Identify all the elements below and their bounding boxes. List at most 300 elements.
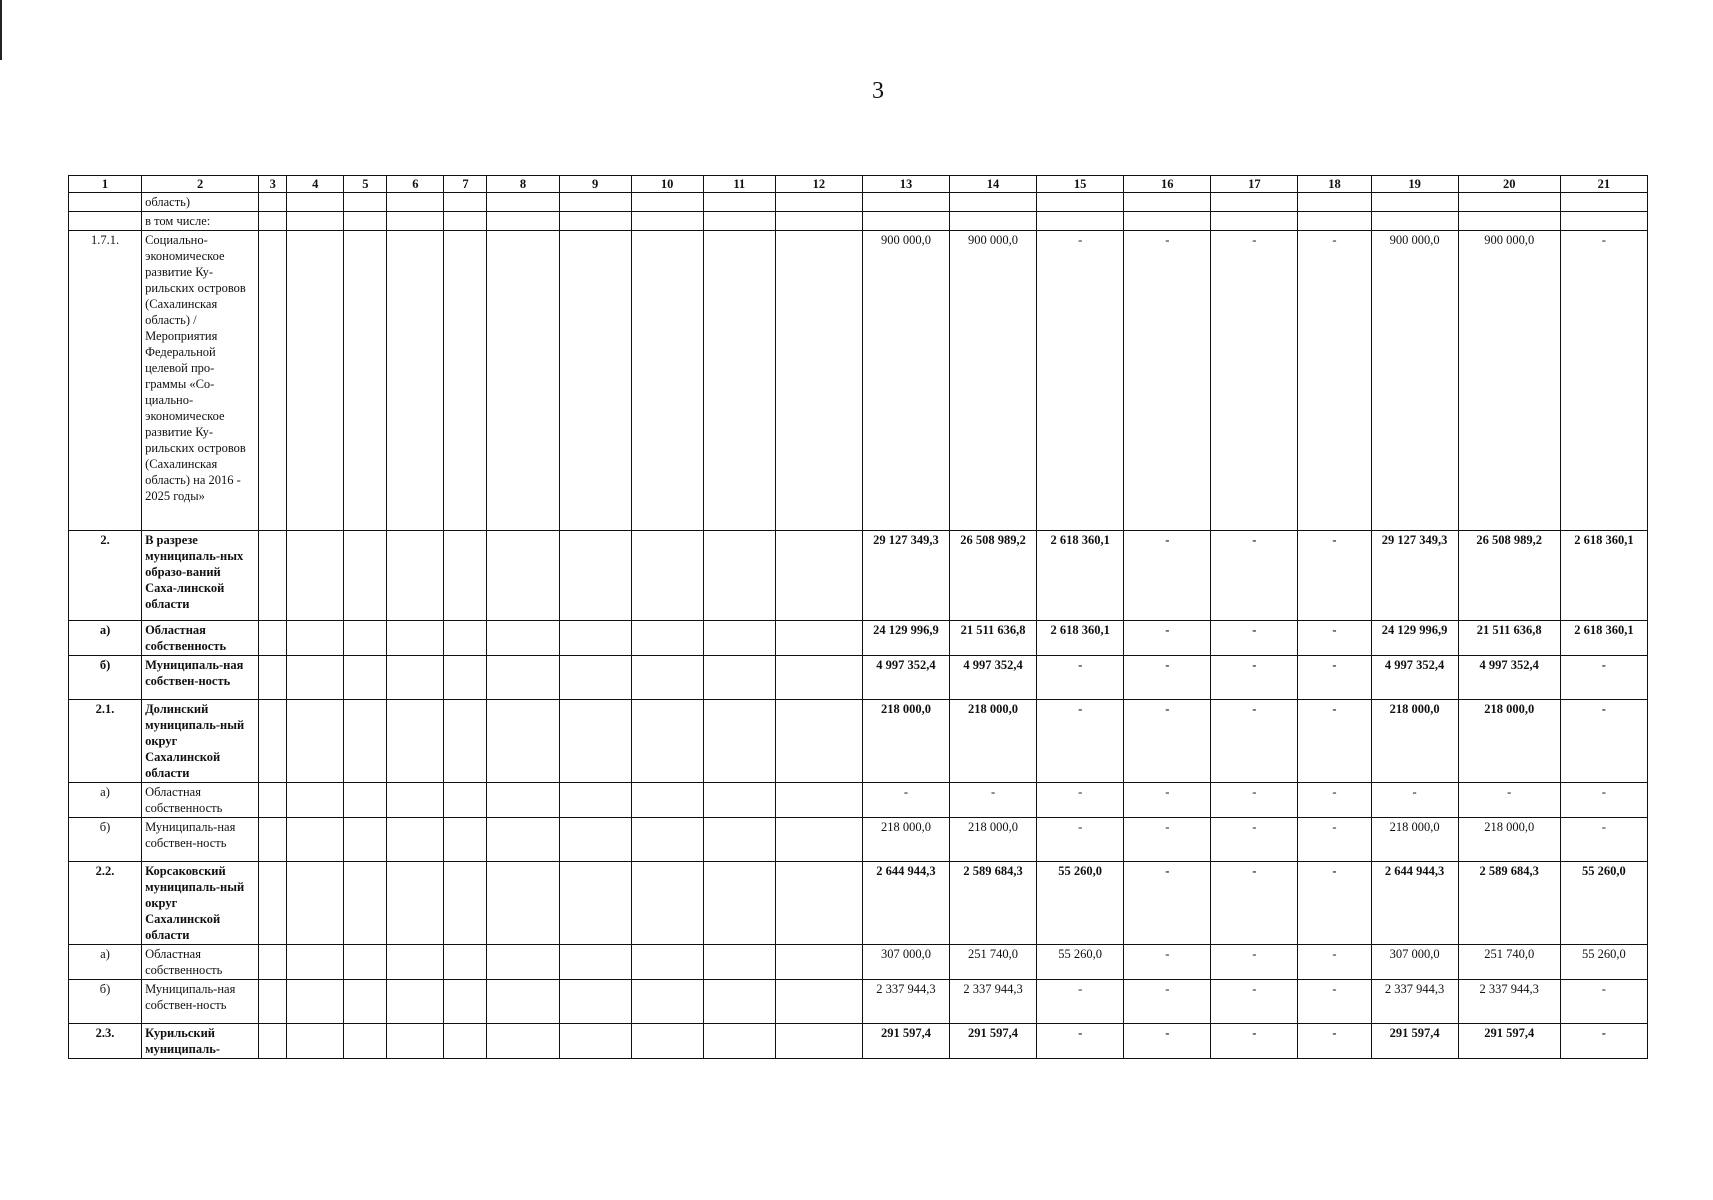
row-name: В разрезе муниципаль-ных образо-ваний Саха-линской области — [142, 531, 259, 621]
empty-cell — [344, 945, 387, 980]
value-cell: 218 000,0 — [950, 818, 1037, 862]
value-cell: - — [1211, 980, 1298, 1024]
value-cell: 291 597,4 — [1371, 1024, 1458, 1059]
empty-cell — [703, 818, 775, 862]
empty-cell — [703, 231, 775, 531]
column-header: 1 — [69, 176, 142, 193]
value-cell: 291 597,4 — [862, 1024, 949, 1059]
row-number: 2.2. — [69, 862, 142, 945]
empty-cell — [259, 193, 287, 212]
value-cell: - — [1298, 783, 1371, 818]
empty-cell — [387, 531, 444, 621]
row-name: Курильский муниципаль- — [142, 1024, 259, 1059]
empty-cell — [259, 862, 287, 945]
table-row — [69, 231, 1648, 531]
value-cell: 900 000,0 — [1371, 231, 1458, 531]
empty-cell — [259, 945, 287, 980]
column-header: 9 — [559, 176, 631, 193]
empty-cell — [559, 980, 631, 1024]
row-number — [69, 212, 142, 231]
empty-cell — [387, 193, 444, 212]
row-number: 2.3. — [69, 1024, 142, 1059]
empty-cell — [287, 193, 344, 212]
column-header: 21 — [1560, 176, 1647, 193]
empty-cell — [703, 783, 775, 818]
row-number: б) — [69, 656, 142, 700]
value-cell: 2 618 360,1 — [1560, 531, 1647, 621]
empty-cell — [387, 862, 444, 945]
empty-cell — [344, 980, 387, 1024]
value-cell — [950, 212, 1037, 231]
empty-cell — [559, 212, 631, 231]
value-cell: - — [1124, 1024, 1211, 1059]
empty-cell — [344, 700, 387, 783]
value-cell: 21 511 636,8 — [950, 621, 1037, 656]
empty-cell — [559, 231, 631, 531]
empty-cell — [631, 231, 703, 531]
empty-cell — [559, 656, 631, 700]
empty-cell — [487, 783, 559, 818]
empty-cell — [444, 212, 487, 231]
table-row — [69, 193, 1648, 212]
value-cell: 2 337 944,3 — [862, 980, 949, 1024]
empty-cell — [344, 783, 387, 818]
empty-cell — [287, 231, 344, 531]
value-cell — [1560, 212, 1647, 231]
empty-cell — [631, 980, 703, 1024]
table-row — [69, 980, 1648, 1024]
row-name: Областная собственность — [142, 621, 259, 656]
value-cell: 2 337 944,3 — [1371, 980, 1458, 1024]
value-cell: - — [1560, 700, 1647, 783]
empty-cell — [344, 231, 387, 531]
empty-cell — [287, 862, 344, 945]
empty-cell — [631, 945, 703, 980]
value-cell: 307 000,0 — [862, 945, 949, 980]
empty-cell — [487, 700, 559, 783]
value-cell — [1458, 212, 1560, 231]
value-cell: - — [1371, 783, 1458, 818]
row-name: Корсаковский муниципаль-ный округ Сахалинской области — [142, 862, 259, 945]
value-cell — [1211, 212, 1298, 231]
empty-cell — [775, 656, 862, 700]
column-header: 18 — [1298, 176, 1371, 193]
empty-cell — [444, 980, 487, 1024]
column-header: 11 — [703, 176, 775, 193]
value-cell: - — [1560, 818, 1647, 862]
empty-cell — [487, 231, 559, 531]
empty-cell — [775, 212, 862, 231]
empty-cell — [387, 1024, 444, 1059]
empty-cell — [387, 231, 444, 531]
row-number: 1.7.1. — [69, 231, 142, 531]
empty-cell — [631, 656, 703, 700]
empty-cell — [387, 783, 444, 818]
value-cell: 2 644 944,3 — [1371, 862, 1458, 945]
row-name: область) — [142, 193, 259, 212]
value-cell: - — [1560, 656, 1647, 700]
value-cell: - — [1560, 980, 1647, 1024]
row-name: Долинский муниципаль-ный округ Сахалинской области — [142, 700, 259, 783]
empty-cell — [487, 193, 559, 212]
value-cell: 2 618 360,1 — [1560, 621, 1647, 656]
empty-cell — [487, 945, 559, 980]
table-row — [69, 621, 1648, 656]
value-cell — [1298, 193, 1371, 212]
row-name: Муниципаль-ная собствен-ность — [142, 980, 259, 1024]
column-header: 8 — [487, 176, 559, 193]
empty-cell — [444, 818, 487, 862]
empty-cell — [287, 783, 344, 818]
empty-cell — [344, 212, 387, 231]
empty-cell — [444, 1024, 487, 1059]
row-number — [69, 193, 142, 212]
empty-cell — [444, 621, 487, 656]
empty-cell — [559, 945, 631, 980]
empty-cell — [703, 862, 775, 945]
page-edge-mark — [0, 0, 2, 60]
value-cell: - — [1037, 700, 1124, 783]
value-cell — [1458, 193, 1560, 212]
value-cell: 2 618 360,1 — [1037, 531, 1124, 621]
row-name: Социально-экономическое развитие Ку-рильских островов (Сахалинская область) / Мероприятия Федеральной целевой про-граммы «Со-циально-экономическое развитие Ку-рильских островов (Сахалинская область) на 2016 - 2025 годы» — [142, 231, 259, 531]
value-cell — [1560, 193, 1647, 212]
table-row — [69, 1024, 1648, 1059]
value-cell: - — [1298, 656, 1371, 700]
empty-cell — [444, 700, 487, 783]
value-cell: 218 000,0 — [862, 818, 949, 862]
empty-cell — [444, 656, 487, 700]
empty-cell — [775, 231, 862, 531]
empty-cell — [775, 531, 862, 621]
value-cell: - — [1298, 621, 1371, 656]
empty-cell — [631, 193, 703, 212]
budget-table — [68, 175, 1648, 1059]
row-name: Муниципаль-ная собствен-ность — [142, 818, 259, 862]
value-cell: - — [1037, 818, 1124, 862]
empty-cell — [344, 1024, 387, 1059]
empty-cell — [344, 193, 387, 212]
empty-cell — [387, 621, 444, 656]
value-cell — [1124, 212, 1211, 231]
value-cell: - — [1037, 1024, 1124, 1059]
empty-cell — [487, 862, 559, 945]
value-cell: - — [1298, 818, 1371, 862]
column-header: 10 — [631, 176, 703, 193]
empty-cell — [487, 656, 559, 700]
value-cell: - — [1037, 231, 1124, 531]
table-row — [69, 531, 1648, 621]
empty-cell — [631, 1024, 703, 1059]
table-row — [69, 783, 1648, 818]
value-cell: - — [1458, 783, 1560, 818]
empty-cell — [775, 862, 862, 945]
value-cell — [862, 212, 949, 231]
column-header: 6 — [387, 176, 444, 193]
column-header: 17 — [1211, 176, 1298, 193]
row-number: 2. — [69, 531, 142, 621]
value-cell: 2 644 944,3 — [862, 862, 949, 945]
empty-cell — [703, 531, 775, 621]
empty-cell — [444, 862, 487, 945]
empty-cell — [487, 818, 559, 862]
empty-cell — [287, 621, 344, 656]
value-cell: - — [1211, 862, 1298, 945]
empty-cell — [631, 212, 703, 231]
value-cell: 4 997 352,4 — [950, 656, 1037, 700]
row-name: Областная собственность — [142, 783, 259, 818]
empty-cell — [259, 231, 287, 531]
column-header: 7 — [444, 176, 487, 193]
value-cell: - — [1298, 531, 1371, 621]
value-cell: - — [1124, 818, 1211, 862]
value-cell: - — [1124, 945, 1211, 980]
row-name: Муниципаль-ная собствен-ность — [142, 656, 259, 700]
value-cell — [950, 193, 1037, 212]
value-cell: 26 508 989,2 — [950, 531, 1037, 621]
value-cell: 55 260,0 — [1037, 862, 1124, 945]
value-cell: 55 260,0 — [1560, 862, 1647, 945]
value-cell: - — [1124, 531, 1211, 621]
value-cell: 29 127 349,3 — [862, 531, 949, 621]
empty-cell — [259, 980, 287, 1024]
empty-cell — [631, 700, 703, 783]
value-cell: 900 000,0 — [862, 231, 949, 531]
row-name: Областная собственность — [142, 945, 259, 980]
empty-cell — [703, 621, 775, 656]
column-header: 4 — [287, 176, 344, 193]
value-cell: - — [1124, 700, 1211, 783]
table-row — [69, 818, 1648, 862]
value-cell: - — [1298, 231, 1371, 531]
value-cell: 291 597,4 — [1458, 1024, 1560, 1059]
value-cell — [1037, 212, 1124, 231]
row-number: б) — [69, 818, 142, 862]
empty-cell — [344, 862, 387, 945]
column-header: 15 — [1037, 176, 1124, 193]
value-cell: 251 740,0 — [950, 945, 1037, 980]
table-row — [69, 212, 1648, 231]
empty-cell — [387, 656, 444, 700]
empty-cell — [387, 818, 444, 862]
column-header: 12 — [775, 176, 862, 193]
value-cell: - — [1211, 621, 1298, 656]
empty-cell — [344, 531, 387, 621]
value-cell: - — [1211, 231, 1298, 531]
value-cell: 29 127 349,3 — [1371, 531, 1458, 621]
empty-cell — [387, 700, 444, 783]
empty-cell — [444, 783, 487, 818]
column-header: 14 — [950, 176, 1037, 193]
table-row — [69, 700, 1648, 783]
empty-cell — [487, 980, 559, 1024]
value-cell: 2 589 684,3 — [1458, 862, 1560, 945]
empty-cell — [703, 212, 775, 231]
column-header: 13 — [862, 176, 949, 193]
empty-cell — [344, 656, 387, 700]
row-number: 2.1. — [69, 700, 142, 783]
empty-cell — [775, 621, 862, 656]
empty-cell — [559, 531, 631, 621]
value-cell: 24 129 996,9 — [862, 621, 949, 656]
empty-cell — [559, 193, 631, 212]
empty-cell — [775, 1024, 862, 1059]
value-cell: 218 000,0 — [1458, 818, 1560, 862]
value-cell: - — [1124, 656, 1211, 700]
empty-cell — [631, 531, 703, 621]
empty-cell — [444, 531, 487, 621]
empty-cell — [703, 1024, 775, 1059]
value-cell: 218 000,0 — [1371, 818, 1458, 862]
value-cell: - — [950, 783, 1037, 818]
empty-cell — [703, 656, 775, 700]
row-number: б) — [69, 980, 142, 1024]
value-cell: 55 260,0 — [1560, 945, 1647, 980]
empty-cell — [387, 212, 444, 231]
table-row — [69, 656, 1648, 700]
empty-cell — [444, 193, 487, 212]
column-header: 3 — [259, 176, 287, 193]
value-cell: 2 337 944,3 — [950, 980, 1037, 1024]
empty-cell — [487, 531, 559, 621]
empty-cell — [775, 980, 862, 1024]
value-cell: 900 000,0 — [950, 231, 1037, 531]
value-cell: 218 000,0 — [950, 700, 1037, 783]
empty-cell — [775, 700, 862, 783]
column-header: 2 — [142, 176, 259, 193]
empty-cell — [259, 783, 287, 818]
column-header: 16 — [1124, 176, 1211, 193]
empty-cell — [287, 656, 344, 700]
value-cell: - — [1211, 945, 1298, 980]
value-cell: - — [1037, 656, 1124, 700]
empty-cell — [287, 980, 344, 1024]
value-cell: - — [1124, 783, 1211, 818]
value-cell: - — [1211, 783, 1298, 818]
value-cell: - — [1560, 231, 1647, 531]
value-cell: - — [1211, 818, 1298, 862]
empty-cell — [387, 980, 444, 1024]
empty-cell — [559, 862, 631, 945]
empty-cell — [559, 818, 631, 862]
value-cell: 55 260,0 — [1037, 945, 1124, 980]
empty-cell — [703, 700, 775, 783]
table-row — [69, 862, 1648, 945]
empty-cell — [559, 700, 631, 783]
empty-cell — [259, 818, 287, 862]
value-cell: - — [1298, 700, 1371, 783]
value-cell: 26 508 989,2 — [1458, 531, 1560, 621]
row-number: а) — [69, 945, 142, 980]
column-header: 19 — [1371, 176, 1458, 193]
value-cell: - — [1211, 1024, 1298, 1059]
value-cell: - — [1298, 945, 1371, 980]
value-cell: 21 511 636,8 — [1458, 621, 1560, 656]
table-row — [69, 945, 1648, 980]
empty-cell — [559, 1024, 631, 1059]
value-cell: - — [1211, 656, 1298, 700]
value-cell: - — [1124, 980, 1211, 1024]
empty-cell — [344, 621, 387, 656]
value-cell: 900 000,0 — [1458, 231, 1560, 531]
value-cell — [1298, 212, 1371, 231]
value-cell: 2 618 360,1 — [1037, 621, 1124, 656]
value-cell: 2 337 944,3 — [1458, 980, 1560, 1024]
empty-cell — [487, 1024, 559, 1059]
value-cell: - — [1037, 980, 1124, 1024]
empty-cell — [259, 212, 287, 231]
empty-cell — [631, 818, 703, 862]
value-cell: - — [1124, 862, 1211, 945]
empty-cell — [487, 212, 559, 231]
value-cell — [1371, 212, 1458, 231]
empty-cell — [344, 818, 387, 862]
empty-cell — [775, 945, 862, 980]
empty-cell — [287, 1024, 344, 1059]
value-cell — [1037, 193, 1124, 212]
value-cell: 2 589 684,3 — [950, 862, 1037, 945]
value-cell: - — [1037, 783, 1124, 818]
column-header: 20 — [1458, 176, 1560, 193]
value-cell: - — [1298, 1024, 1371, 1059]
empty-cell — [703, 193, 775, 212]
value-cell: - — [862, 783, 949, 818]
empty-cell — [444, 231, 487, 531]
value-cell: 4 997 352,4 — [1371, 656, 1458, 700]
empty-cell — [287, 212, 344, 231]
value-cell — [1124, 193, 1211, 212]
empty-cell — [287, 700, 344, 783]
value-cell: 4 997 352,4 — [862, 656, 949, 700]
value-cell: - — [1211, 700, 1298, 783]
empty-cell — [287, 945, 344, 980]
value-cell: - — [1124, 231, 1211, 531]
empty-cell — [631, 862, 703, 945]
empty-cell — [631, 783, 703, 818]
empty-cell — [559, 783, 631, 818]
empty-cell — [287, 531, 344, 621]
value-cell: - — [1298, 980, 1371, 1024]
empty-cell — [387, 945, 444, 980]
value-cell: 251 740,0 — [1458, 945, 1560, 980]
header-row — [69, 176, 1648, 193]
value-cell: 218 000,0 — [1458, 700, 1560, 783]
empty-cell — [259, 621, 287, 656]
empty-cell — [703, 945, 775, 980]
value-cell — [862, 193, 949, 212]
column-header: 5 — [344, 176, 387, 193]
page-number: 3 — [872, 78, 884, 104]
empty-cell — [775, 818, 862, 862]
empty-cell — [287, 818, 344, 862]
value-cell: - — [1211, 531, 1298, 621]
value-cell: - — [1298, 862, 1371, 945]
row-name: в том числе: — [142, 212, 259, 231]
empty-cell — [775, 783, 862, 818]
value-cell: 291 597,4 — [950, 1024, 1037, 1059]
value-cell: - — [1124, 621, 1211, 656]
value-cell: 4 997 352,4 — [1458, 656, 1560, 700]
value-cell: - — [1560, 783, 1647, 818]
empty-cell — [444, 945, 487, 980]
empty-cell — [703, 980, 775, 1024]
value-cell: 307 000,0 — [1371, 945, 1458, 980]
empty-cell — [259, 700, 287, 783]
empty-cell — [259, 1024, 287, 1059]
empty-cell — [631, 621, 703, 656]
row-number: а) — [69, 783, 142, 818]
value-cell: 218 000,0 — [862, 700, 949, 783]
